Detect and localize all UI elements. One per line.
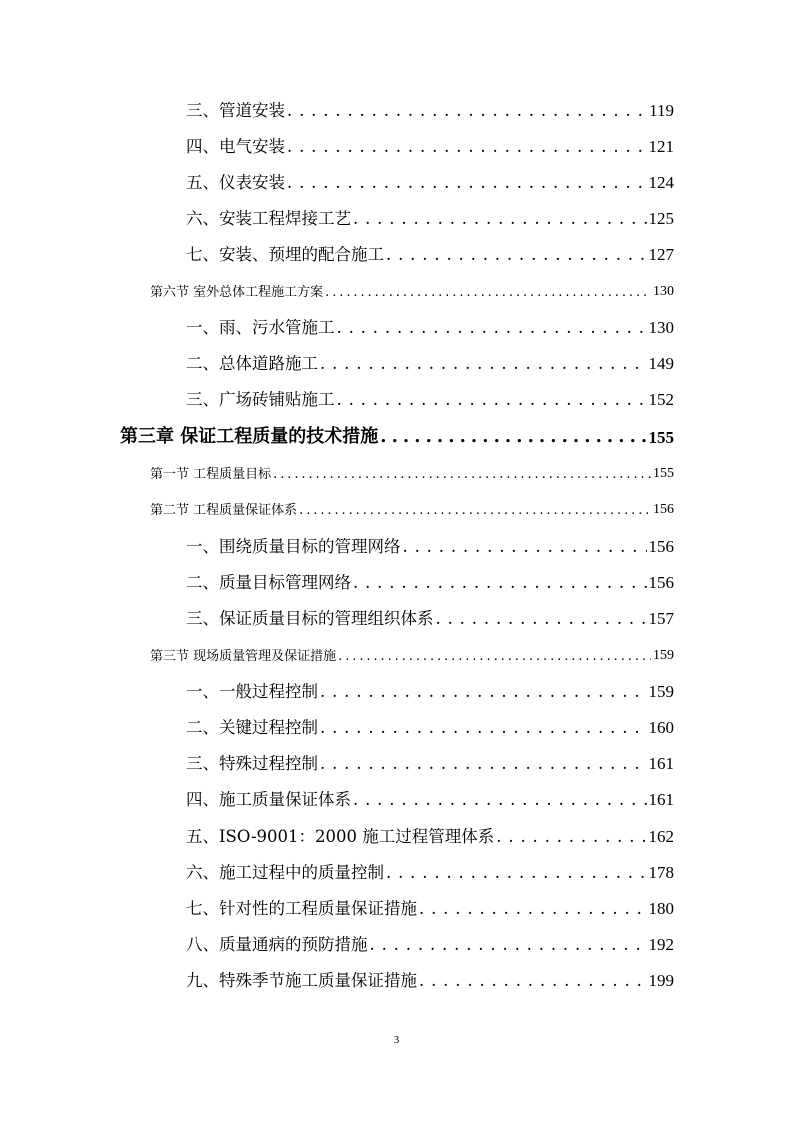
toc-entry-item[interactable] [186,241,674,263]
toc-entry-section[interactable] [150,643,674,663]
toc-leader-dots [287,103,647,120]
toc-entry-item[interactable] [186,569,674,591]
toc-entry-page-number: 199 [648,971,674,990]
toc-leader-dots [320,756,647,773]
toc-entry-page-number: 130 [653,284,674,299]
toc-entry-section[interactable] [150,279,674,299]
toc-entry-page-number: 157 [648,609,674,628]
toc-entry-title: 一、一般过程控制 [186,681,318,701]
toc-entry-item[interactable] [186,750,674,772]
toc-entry-page-number: 161 [648,790,674,809]
toc-leader-dots [353,211,647,228]
toc-entry-item[interactable] [186,350,674,372]
toc-entry-item[interactable] [186,169,674,191]
toc-leader-dots [419,973,647,990]
toc-entry-item[interactable] [186,205,674,227]
toc-leader-dots [386,865,647,882]
toc-entry-title: 第一节 工程质量目标 [150,467,272,482]
toc-leader-dots [287,139,647,156]
toc-leader-dots [273,468,651,481]
toc-leader-dots [370,937,647,954]
toc-entry-page-number: 178 [648,863,674,882]
toc-entry-title: 五、ISO-9001：2000 施工过程管理体系 [186,826,495,846]
toc-entry-page-number: 124 [648,173,674,192]
toc-entry-page-number: 121 [648,137,674,156]
toc-entry-item[interactable] [186,605,674,627]
toc-entry-item[interactable] [186,314,674,336]
toc-entry-title: 第三节 现场质量管理及保证措施 [150,649,337,664]
toc-entry-item[interactable] [186,823,674,845]
toc-entry-item[interactable] [186,678,674,700]
toc-entry-title: 一、雨、污水管施工 [186,317,335,337]
toc-leader-dots [287,175,647,192]
toc-entry-title: 第六节 室外总体工程施工方案 [150,285,324,300]
toc-entry-title: 六、施工过程中的质量控制 [186,862,384,882]
toc-leader-dots [380,428,646,446]
toc-entry-page-number: 155 [648,428,674,447]
toc-entry-title: 二、关键过程控制 [186,717,318,737]
toc-entry-title: 三、管道安装 [186,100,285,120]
toc-leader-dots [337,392,647,409]
page-number: 3 [393,1034,400,1046]
toc-entry-page-number: 159 [653,648,674,663]
toc-leader-dots [496,829,646,846]
toc-entry-page-number: 156 [653,502,674,517]
toc-entry-page-number: 160 [648,718,674,737]
toc-entry-title: 七、针对性的工程质量保证措施 [186,898,417,918]
toc-leader-dots [403,539,647,556]
toc-entry-title: 七、安装、预埋的配合施工 [186,244,384,264]
toc-entry-title: 一、围绕质量目标的管理网络 [186,536,401,556]
toc-entry-page-number: 149 [648,354,674,373]
toc-leader-dots [320,720,647,737]
toc-entry-item[interactable] [186,133,674,155]
toc-entry-title: 六、安装工程焊接工艺 [186,208,351,228]
toc-entry-title: 八、质量通病的预防措施 [186,934,368,954]
toc-entry-item[interactable] [186,97,674,119]
toc-entry-title: 五、仪表安装 [186,172,285,192]
toc-leader-dots [436,611,647,628]
toc-entry-page-number: 119 [649,101,674,120]
toc-leader-dots [320,356,647,373]
toc-leader-dots [353,792,647,809]
toc-entry-page-number: 159 [648,682,674,701]
toc-entry-page-number: 152 [648,390,674,409]
toc-entry-title: 三、特殊过程控制 [186,753,318,773]
toc-entry-item[interactable] [186,931,674,953]
toc-leader-dots [338,650,651,663]
toc-entry-title: 三、广场砖铺贴施工 [186,389,335,409]
toc-entry-page-number: 155 [653,466,674,481]
toc-leader-dots [299,504,651,517]
toc-leader-dots [337,320,647,337]
toc-entry-page-number: 161 [648,754,674,773]
toc-leader-dots [320,684,647,701]
toc-entry-chapter[interactable] [120,422,674,446]
toc-entry-title: 第二节 工程质量保证体系 [150,503,298,518]
toc-entry-item[interactable] [186,895,674,917]
toc-entry-title: 四、电气安装 [186,136,285,156]
toc-entry-item[interactable] [186,386,674,408]
toc-leader-dots [353,575,647,592]
toc-entry-title: 三、保证质量目标的管理组织体系 [186,608,434,628]
toc-entry-title: 二、质量目标管理网络 [186,572,351,592]
toc-entry-page-number: 130 [648,318,674,337]
toc-entry-title: 四、施工质量保证体系 [186,789,351,809]
toc-entry-item[interactable] [186,786,674,808]
toc-entry-title: 二、总体道路施工 [186,353,318,373]
toc-entry-item[interactable] [186,967,674,989]
toc-entry-item[interactable] [186,859,674,881]
toc-entry-page-number: 192 [648,935,674,954]
toc-leader-dots [419,901,647,918]
toc-entry-section[interactable] [150,497,674,517]
toc-entry-page-number: 162 [648,827,674,846]
toc-entry-page-number: 125 [648,209,674,228]
toc-entry-title: 第三章 保证工程质量的技术措施 [120,426,379,447]
toc-entry-page-number: 180 [648,899,674,918]
toc-entry-section[interactable] [150,461,674,481]
toc-entry-item[interactable] [186,533,674,555]
toc-leader-dots [386,247,647,264]
toc-entry-page-number: 156 [648,573,674,592]
toc-entry-item[interactable] [186,714,674,736]
toc-entry-page-number: 156 [648,537,674,556]
toc-entry-page-number: 127 [648,245,674,264]
toc-leader-dots [325,286,651,299]
toc-entry-title: 九、特殊季节施工质量保证措施 [186,970,417,990]
